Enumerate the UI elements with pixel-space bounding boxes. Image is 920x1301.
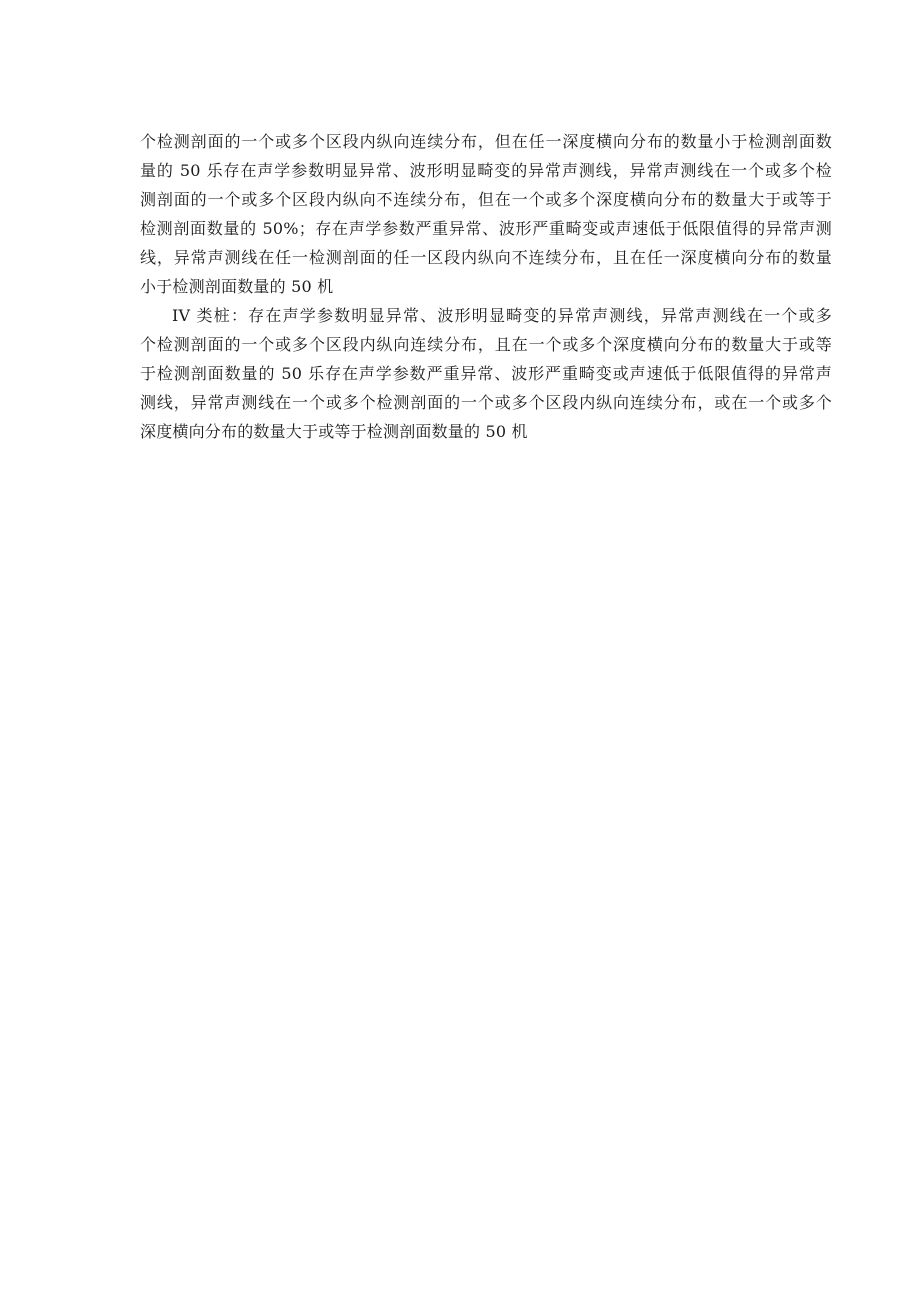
paragraph-class-iv	[140, 301, 832, 446]
text-line: 测线，异常声测线在一个或多个检测剖面的一个或多个区段内纵向连续分布，或在一个或多个	[140, 393, 832, 412]
text-line: 测剖面的一个或多个区段内纵向不连续分布，但在一个或多个深度横向分布的数量大于或等于	[140, 190, 832, 209]
text-line: 检测剖面数量的 50%；存在声学参数严重异常、波形严重畸变或声速低于低限值得的异常声测	[140, 219, 832, 238]
text-line: 线，异常声测线在任一检测剖面的任一区段内纵向不连续分布，且在任一深度横向分布的数量	[140, 248, 832, 267]
body-text	[140, 127, 832, 446]
text-line: 个检测剖面的一个或多个区段内纵向连续分布，但在任一深度横向分布的数量小于检测剖面数	[140, 132, 832, 151]
text-line: 小于检测剖面数量的 50 机	[140, 277, 334, 296]
text-line: IV 类桩：存在声学参数明显异常、波形明显畸变的异常声测线，异常声测线在一个或多	[172, 306, 832, 325]
text-line: 于检测剖面数量的 50 乐存在声学参数严重异常、波形严重畸变或声速低于低限值得的异常声	[140, 364, 832, 383]
paragraph-class-iii-continued	[140, 127, 832, 301]
text-line: 个检测剖面的一个或多个区段内纵向连续分布，且在一个或多个深度横向分布的数量大于或等	[140, 335, 832, 354]
text-line: 深度横向分布的数量大于或等于检测剖面数量的 50 机	[140, 422, 528, 441]
text-line: 量的 50 乐存在声学参数明显异常、波形明显畸变的异常声测线，异常声测线在一个或多个检	[140, 161, 832, 180]
